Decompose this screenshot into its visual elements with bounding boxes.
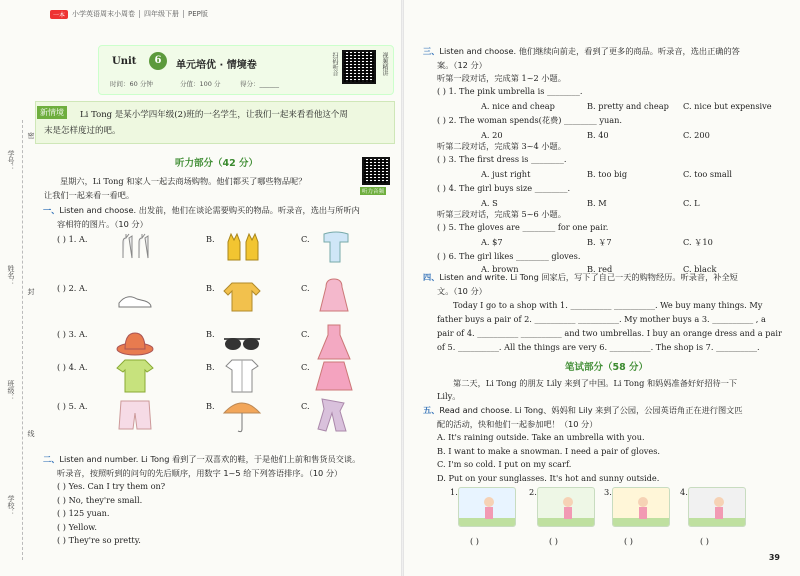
q2-number: 二、 bbox=[43, 454, 60, 464]
q3-q5-option-a: A. $7 bbox=[481, 237, 503, 247]
q1-option-b-label: B. bbox=[206, 234, 215, 244]
edition-label: PEP版 bbox=[188, 10, 208, 18]
q2-answer-3: ( ) 125 yuan. bbox=[57, 508, 110, 518]
q4-number: 四、 bbox=[423, 272, 440, 282]
q1-option-c-label: C. bbox=[301, 283, 310, 293]
book-gutter bbox=[401, 0, 404, 576]
q3-question-3: ( ) 3. The first dress is ________. bbox=[437, 154, 567, 164]
q5-number: 五、 bbox=[423, 405, 440, 415]
q1-item-2-number: ( ) 2. A. bbox=[57, 283, 88, 293]
q5-scene-3-image bbox=[612, 487, 670, 527]
grade-label: 四年级下册 bbox=[144, 10, 180, 18]
q1-item-1-number: ( ) 1. A. bbox=[57, 234, 88, 244]
student-name-label: 姓名： bbox=[7, 265, 15, 286]
q5-picture-1-number: 1. bbox=[450, 487, 458, 497]
q5-scene-4-image bbox=[688, 487, 746, 527]
shoes-icon bbox=[115, 277, 161, 317]
q3-q1-option-a: A. nice and cheap bbox=[481, 101, 555, 111]
q2-answer-5: ( ) They're so pretty. bbox=[57, 535, 141, 545]
q3-dialogue-3: 听第三段对话，完成第 5~6 小题。 bbox=[437, 209, 566, 219]
shorts-icon bbox=[115, 395, 161, 435]
q3-q3-option-c: C. too small bbox=[683, 169, 733, 179]
q5-answer-3[interactable]: ( ) bbox=[624, 536, 633, 546]
q1-heading-2: 容相符的图片。（10 分） bbox=[57, 219, 148, 229]
time-info: 时间：60 分钟 bbox=[110, 80, 153, 88]
q3-q2-option-b: B. 40 bbox=[587, 130, 609, 140]
shirt-icon bbox=[222, 356, 268, 396]
listening-qr-icon[interactable] bbox=[362, 157, 390, 185]
writing-story-2: Lily。 bbox=[437, 391, 461, 401]
raincoat-icon bbox=[314, 277, 360, 317]
q3-q2-option-a: A. 20 bbox=[481, 130, 503, 140]
q5-answer-4[interactable]: ( ) bbox=[700, 536, 709, 546]
q5-scene-1-image bbox=[458, 487, 516, 527]
q1-option-c-label: C. bbox=[301, 234, 310, 244]
page-header bbox=[50, 9, 208, 19]
q4-passage-line-3: pair of 4. __________ __________ and two umbrellas. I buy an orange dress and a pair bbox=[437, 328, 782, 338]
q4-passage-line-4: of 5. __________. All the things are very 6. __________. The shop is 7. __________. bbox=[437, 342, 760, 352]
q3-q6-option-c: C. black bbox=[683, 264, 717, 274]
score-info: 分值：100 分 bbox=[180, 80, 221, 88]
school-label: 学校： bbox=[7, 495, 15, 516]
q4-heading: Listen and write. Li Tong 回家后，写下了自己一天的购物经历。听录音，补全短 bbox=[439, 272, 738, 282]
binding-line bbox=[22, 120, 23, 560]
scenario-line-1: Li Tong 是某小学四年级(2)班的一名学生，让我们一起来看看他这个周 bbox=[80, 110, 348, 120]
tshirt-icon bbox=[115, 356, 161, 396]
q1-option-b-label: B. bbox=[206, 401, 215, 411]
q1-option-b-label: B. bbox=[206, 362, 215, 372]
q3-heading-2: 案。（12 分） bbox=[437, 60, 487, 70]
q3-q3-option-b: B. too big bbox=[587, 169, 628, 179]
q3-dialogue-2: 听第二段对话，完成第 3~4 小题。 bbox=[437, 141, 566, 151]
q3-q4-option-c: C. L bbox=[683, 198, 700, 208]
q3-q5-option-b: B. ￥7 bbox=[587, 237, 612, 247]
writing-section-title: 笔试部分（58 分） bbox=[565, 362, 649, 373]
q1-item-4-number: ( ) 4. A. bbox=[57, 362, 88, 372]
scarf-icon bbox=[314, 228, 360, 268]
seal-mark: 密 bbox=[27, 132, 35, 139]
q4-heading-2: 文。（10 分） bbox=[437, 286, 487, 296]
q2-heading: Listen and number. Li Tong 看到了一双喜欢的鞋，于是他们上前和售货员交谈。 bbox=[59, 454, 361, 464]
q1-item-3-number: ( ) 3. A. bbox=[57, 329, 88, 339]
q3-heading: Listen and choose. 他们继续向前走，看到了更多的商品。听录音，选出正确的答 bbox=[439, 46, 740, 56]
series-name: 小学英语周末小周卷 bbox=[72, 10, 136, 18]
q3-question-1: ( ) 1. The pink umbrella is ________. bbox=[437, 86, 583, 96]
q3-q1-option-c: C. nice but expensive bbox=[683, 101, 772, 111]
q5-option-a: A. It's raining outside. Take an umbrella with you. bbox=[437, 432, 645, 442]
listening-story-1: 星期六，Li Tong 和家人一起去商场购物。他们都买了哪些物品呢？ bbox=[60, 176, 307, 186]
line-mark: 线 bbox=[27, 430, 35, 437]
sweater-icon bbox=[222, 277, 268, 317]
unit-label: Unit bbox=[112, 56, 137, 67]
q1-heading: Listen and choose. 出发前，他们在谈论需要购买的物品。听录音，选出与所听内 bbox=[59, 205, 360, 215]
q3-q5-option-c: C. ￥10 bbox=[683, 237, 713, 247]
q1-option-c-label: C. bbox=[301, 362, 310, 372]
q5-heading: Read and choose. Li Tong、妈妈和 Lily 来到了公园，公园英语角正在进行图文匹 bbox=[439, 405, 743, 415]
q5-picture-3-number: 3. bbox=[604, 487, 612, 497]
q3-q3-option-a: A. just right bbox=[481, 169, 531, 179]
q1-number: 一、 bbox=[43, 205, 60, 215]
q5-option-d: D. Put on your sunglasses. It's hot and sunny outside. bbox=[437, 472, 660, 483]
qr-code-icon[interactable] bbox=[342, 50, 376, 84]
q3-q6-option-b: B. red bbox=[587, 264, 613, 274]
scarf-pink-icon bbox=[314, 395, 360, 435]
q3-dialogue-1: 听第一段对话，完成第 1~2 小题。 bbox=[437, 73, 566, 83]
scenario-tag: 新情境 bbox=[37, 106, 67, 119]
q3-question-4: ( ) 4. The girl buys size ________. bbox=[437, 183, 571, 193]
q3-q6-option-a: A. brown bbox=[481, 264, 519, 274]
q5-option-c: C. I'm so cold. I put on my scarf. bbox=[437, 459, 572, 469]
fold-mark: 封 bbox=[27, 288, 35, 295]
unit-number-badge: 6 bbox=[149, 52, 167, 70]
gloves-icon bbox=[115, 228, 161, 268]
q5-picture-4-number: 4. bbox=[680, 487, 688, 497]
q1-option-c-label: C. bbox=[301, 329, 310, 339]
q5-scene-2-image bbox=[537, 487, 595, 527]
q3-q4-option-b: B. M bbox=[587, 198, 607, 208]
qr-listen-label: 扫码听音 bbox=[331, 52, 338, 76]
q1-option-b-label: B. bbox=[206, 283, 215, 293]
q5-picture-2-number: 2. bbox=[529, 487, 537, 497]
audio-caption: 听力音频 bbox=[362, 189, 385, 195]
listening-section-title: 听力部分（42 分） bbox=[175, 158, 259, 169]
q3-number: 三、 bbox=[423, 46, 440, 56]
q2-heading-2: 听录音，按照听到的问句的先后顺序，用数字 1~5 给下列答语排序。（10 分） bbox=[57, 468, 343, 478]
q3-q4-option-a: A. S bbox=[481, 198, 498, 208]
q2-answer-2: ( ) No, they're small. bbox=[57, 494, 143, 505]
unit-title: 单元培优 · 情境卷 bbox=[176, 60, 257, 71]
q2-answer-1: ( ) Yes. Can I try them on? bbox=[57, 481, 166, 491]
q5-answer-1[interactable]: ( ) bbox=[470, 536, 479, 546]
q4-passage-line-2: father buys a pair of 2. __________ __________. My mother buys a 3. __________ , a bbox=[437, 314, 766, 324]
q3-question-6: ( ) 6. The girl likes ________ gloves. bbox=[437, 251, 581, 261]
q5-answer-2[interactable]: ( ) bbox=[549, 536, 558, 546]
q3-question-2: ( ) 2. The woman spends(花费) ________ yuan. bbox=[437, 115, 623, 125]
skirt-icon bbox=[314, 356, 360, 396]
writing-story-1: 第二天，Li Tong 的朋友 Lily 来到了中国。Li Tong 和妈妈准备好好招待一下 bbox=[453, 378, 738, 388]
q3-q1-option-b: B. pretty and cheap bbox=[587, 101, 669, 111]
q1-option-c-label: C. bbox=[301, 401, 310, 411]
q1-item-5-number: ( ) 5. A. bbox=[57, 401, 88, 411]
scenario-line-2: 末是怎样度过的吧。 bbox=[44, 126, 121, 136]
q3-question-5: ( ) 5. The gloves are ________ for one pair. bbox=[437, 222, 609, 232]
q5-option-b: B. I want to make a snowman. I need a pair of gloves. bbox=[437, 445, 661, 456]
q2-answer-4: ( ) Yellow. bbox=[57, 521, 97, 532]
umbrella-icon bbox=[222, 395, 268, 435]
qr-video-label: 视频精讲 bbox=[381, 52, 388, 76]
q5-heading-2: 配的活动，快和他们一起参加吧！（10 分） bbox=[437, 419, 598, 429]
student-id-label: 学号： bbox=[7, 150, 15, 171]
q4-passage-line-1: Today I go to a shop with 1. __________ __________. We buy many things. My bbox=[453, 300, 763, 310]
page-number: 39 bbox=[768, 553, 780, 562]
class-label: 班级： bbox=[7, 380, 15, 401]
gloves-yellow-icon bbox=[222, 228, 268, 268]
series-logo: 一本 bbox=[50, 10, 68, 19]
q1-option-b-label: B. bbox=[206, 329, 215, 339]
got-score: 得分：______ bbox=[240, 80, 279, 88]
listening-story-2: 让我们一起来看一看吧。 bbox=[44, 190, 135, 200]
q3-q2-option-c: C. 200 bbox=[683, 130, 710, 140]
